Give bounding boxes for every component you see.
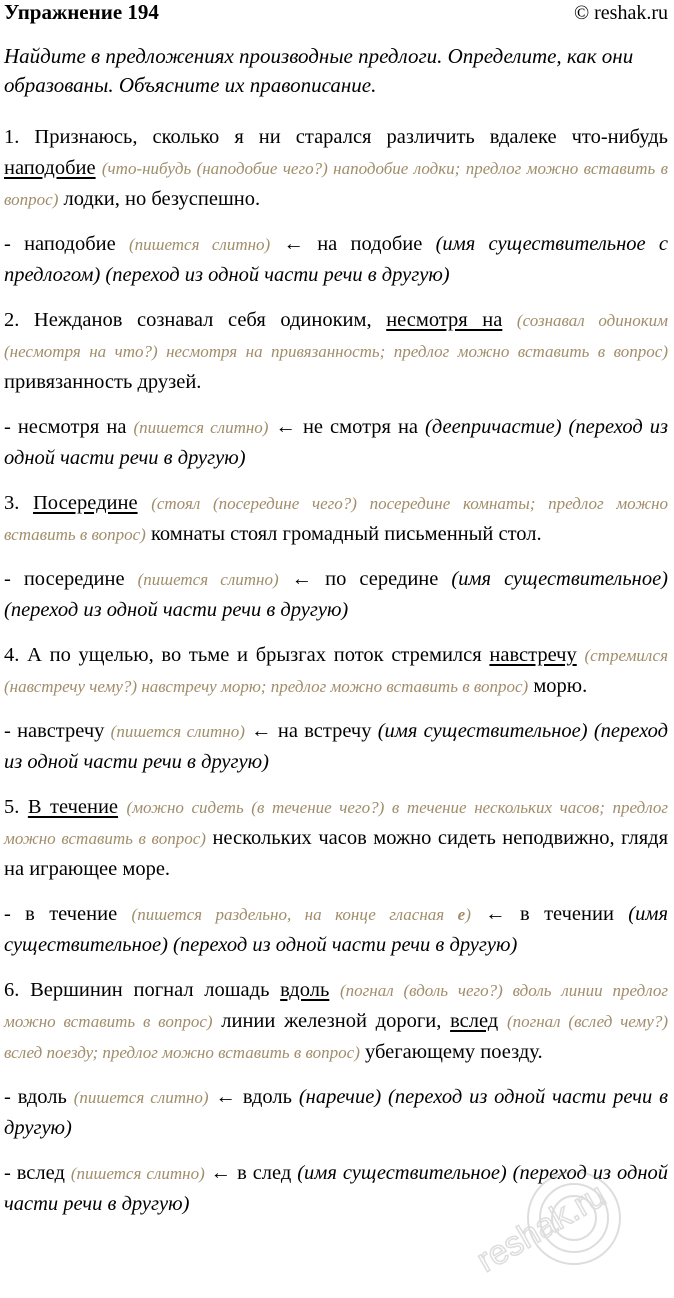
explanation-7 [4,1158,668,1220]
analysis-note: (можно сидеть (в течение чего?) в течение нескольких часов; предлог можно вставить в вопрос) [4,798,669,848]
sentence-text: 3. [4,492,33,514]
sentence-text: привязанность друзей. [4,371,202,393]
spelling-note-close: ) [465,905,471,924]
spelling-note: (пишется слитно) [70,1164,205,1183]
header [4,0,668,30]
explanation-word: - навстречу [4,720,111,742]
explanation-5 [4,899,668,961]
preposition-2: вслед [450,1010,499,1032]
explanation-word: - вслед [4,1162,71,1184]
sentence-text: морю. [528,675,588,697]
explanation-1 [4,229,668,291]
sentence-text: лодки, но безуспешно. [58,188,261,210]
ending-vowel: е [457,905,466,924]
origin-word: ← по середине [278,568,452,590]
spelling-note: (пишется слитно) [73,1088,209,1107]
sentence-5 [4,792,668,885]
origin-word: ← не смотря на [268,416,426,438]
sentence-text: 4. А по ущелью, во тьме и брызгах поток стремился [4,644,490,666]
spelling-note: (пишется слитно) [110,722,245,741]
explanation-word: - посередине [4,568,138,590]
spelling-note: (пишется слитно) [128,235,271,254]
preposition: В течение [27,796,119,818]
explanation-3 [4,564,668,626]
preposition: наподобие [4,157,96,179]
sentence-3 [4,488,668,550]
explanation-4 [4,716,668,778]
exercise-title: Упражнение 194 [4,0,159,24]
origin-word: ← на подобие [270,233,436,255]
sentence-text: 6. Вершинин погнал лошадь [4,979,281,1001]
origin-word: ← вдоль [208,1086,299,1108]
sentence-text: линии железной дороги, [212,1010,451,1032]
explanation-word: - вдоль [4,1086,74,1108]
origin-word: ← в течении [470,903,629,925]
explanation-word: - несмотря на [4,416,134,438]
sentence-text: убегающему поезду. [359,1041,543,1063]
analysis-note: (погнал (вдоль чего?) вдоль линии предлог можно вставить в вопрос) [4,981,668,1031]
preposition: вдоль [280,979,330,1001]
spelling-note: (пишется слитно) [133,418,269,437]
origin-explanation: (имя существительное) (переход из одной части речи в другую) [4,720,669,773]
sentence-2 [4,305,668,398]
spelling-note-text: (пишется раздельно, на конце гласная [131,905,458,924]
explanation-2 [4,412,668,474]
preposition: навстречу [489,644,577,666]
origin-word: ← в след [204,1162,298,1184]
sentence-1 [4,122,668,215]
sentence-text: нескольких часов можно сидеть неподвижно, глядя на играющее море. [4,827,669,880]
sentence-text: 2. Нежданов сознавал себя одиноким, [4,309,387,331]
origin-word: ← на встречу [244,720,378,742]
task-instruction: Найдите в предложениях производные предлоги. Определите, как они образованы. Объясните их правописание. [4,44,634,97]
sentence-text: комнаты стоял громадный письменный стол. [145,523,542,545]
origin-explanation: (имя существительное) (переход из одной части речи в другую) [4,568,669,621]
explanation-word: - наподобие [4,233,129,255]
sentence-text: 1. Признаюсь, сколько я ни старался различить вдалеке что-нибудь [4,126,668,148]
origin-explanation: (имя существительное) (переход из одной части речи в другую) [4,903,668,956]
sentence-6 [4,975,668,1068]
preposition: Посередине [33,492,138,514]
analysis-note: (стоял (посередине чего?) посередине комнаты; предлог можно вставить в вопрос) [4,494,669,544]
spelling-note: (пишется слитно) [137,570,279,589]
spelling-note [132,905,471,924]
explanation-word: - в течение [4,903,132,925]
origin-explanation: (имя существительное) (переход из одной части речи в другую) [4,1162,668,1215]
origin-explanation: (имя существительное с предлогом) (переход из одной части речи в другую) [4,233,668,286]
analysis-note: (стремился (навстречу чему?) навстречу морю; предлог можно вставить в вопрос) [4,646,668,696]
sentence-4 [4,640,668,702]
analysis-note-2: (погнал (вслед чему?) вслед поезду; предлог можно вставить в вопрос) [4,1012,668,1062]
analysis-note: (что-нибудь (наподобие чего?) наподобие лодки; предлог можно вставить в вопрос) [4,159,669,209]
explanation-6 [4,1082,668,1144]
site-credit[interactable]: © reshak.ru [573,2,668,24]
origin-explanation: (наречие) (переход из одной части речи в другую) [4,1086,668,1139]
origin-explanation: (деепричастие) (переход из одной части речи в другую) [4,416,668,469]
sentence-text: 5. [4,796,28,818]
analysis-note: (сознавал одиноким (несмотря на что?) несмотря на привязанность; предлог можно вставить в вопрос) [4,311,668,361]
watermark-text: reshak.ru [470,1175,613,1280]
preposition: несмотря на [386,309,503,331]
